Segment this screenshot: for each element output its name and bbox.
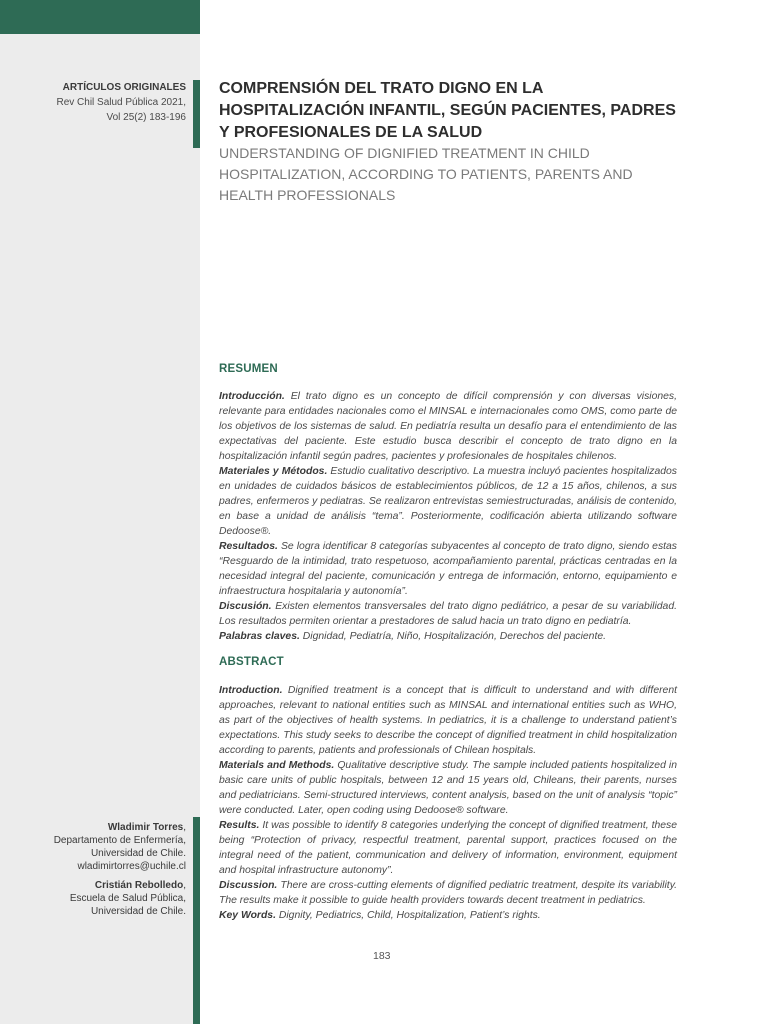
author-name: Wladimir Torres [107,822,184,833]
author-affiliation: Escuela de Salud Pública, [69,893,186,904]
resumen-discussion: Discusión. Existen elementos transversales del trato digno pediátrico, a pesar de su variabilidad. Los resultados permiten orientar a prestadores de salud hacia un trato digno en pediatría. [219,601,677,627]
author-2: Cristián Rebolledo, Escuela de Salud Pública, Universidad de Chile. [54,879,186,918]
author-name: Cristián Rebolledo [94,880,184,891]
resumen-keywords: Palabras claves. Dignidad, Pediatría, Niño, Hospitalización, Derechos del paciente. [219,631,607,642]
resumen-heading: RESUMEN [219,363,278,375]
author-affiliation: Universidad de Chile. [90,906,186,917]
abstract-body [219,683,677,923]
abstract-results: Results. It was possible to identify 8 categories underlying the concept of dignified treatment, these being “Protection of privacy, respectful treatment, parental support, practices focused on the integral need of the patient, communication and delivery of information, environment, equipment and hospital infrastructure autonomy”. [219,820,677,876]
title-english: UNDERSTANDING OF DIGNIFIED TREATMENT IN CHILD HOSPITALIZATION, ACCORDING TO PATIENTS, PARENTS AND HEALTH PROFESSIONALS [219,145,633,203]
author-1: Wladimir Torres, Departamento de Enfermería, Universidad de Chile. wladimirtorres@uchile.cl [53,822,186,872]
author-block [54,821,186,924]
resumen-intro: Introducción. El trato digno es un concepto de difícil comprensión y con diversas visiones, relevante para entidades nacionales como el MINSAL e internacionales como OMS, como parte de los objetivos de los sistemas de salud. En pediatría resulta un desafío para el entendimiento de las expectativas del paciente. Este estudio busca describir el concepto de trato digno en la hospitalización infantil según padres, pacientes y profesionales de hospitales chilenos. [219,391,677,462]
author-affiliation: Departamento de Enfermería, [53,835,186,846]
abstract-intro: Introduction. Dignified treatment is a concept that is difficult to understand and with different approaches, relevant to national entities such as MINSAL and international entities such as WHO, as part of the objectives of health systems. In pediatrics, it is a challenge to understand patient’s expectations. This study seeks to describe the concept of dignified treatment in child hospitalization according to parents, patients and professionals of Chilean hospitals. [219,685,677,756]
journal-meta [56,80,186,125]
resumen-results: Resultados. Se logra identificar 8 categorías subyacentes al concepto de trato digno, siendo estas “Resguardo de la intimidad, trato respetuoso, acompañamiento parental, prácticas centradas en la necesidad integral del paciente, comunicación y entrega de información, entorno, equipamiento e infraestructura hospitalaria y autonomía”. [219,541,677,597]
resumen-body [219,389,677,644]
journal-citation: Rev Chil Salud Pública 2021, [56,97,186,108]
resumen-methods: Materiales y Métodos. Estudio cualitativo descriptivo. La muestra incluyó pacientes hospitalizados en unidades de cuidados básicos de establecimientos públicos, de 12 a 15 años, chilenos, a sus padres, enfermeros y pediatras. Se realizaron entrevistas semiestructuradas, análisis de contenido, en base a unidad de análisis “tema”. Posteriormente, codificación abierta utilizando software Dedoose®. [219,466,677,537]
title-accent-bar [193,80,200,148]
author-accent-bar [193,817,200,1024]
abstract-heading: ABSTRACT [219,656,284,668]
title-spanish: COMPRENSIÓN DEL TRATO DIGNO EN LA HOSPITALIZACIÓN INFANTIL, SEGÚN PACIENTES, PADRES Y PROFESIONALES DE LA SALUD [219,80,676,141]
abstract-keywords: Key Words. Dignity, Pediatrics, Child, Hospitalization, Patient’s rights. [219,910,541,921]
top-color-band [0,0,200,34]
author-affiliation: Universidad de Chile. [90,848,186,859]
abstract-discussion: Discussion. There are cross-cutting elements of dignified pediatric treatment, despite its variability. The results make it possible to guide health providers towards decent treatment in pediatrics. [219,880,678,906]
section-label: ARTÍCULOS ORIGINALES [62,82,186,93]
abstract-methods: Materials and Methods. Qualitative descriptive study. The sample included patients hospitalized in basic care units of public hospitals, between 12 and 15 years old, Chileans, their parents, nurses and pediatricians. Semi-structured interviews, content analysis, based on the unit of analysis “topic” were conducted. Later, open coding using Dedoose® software. [219,760,678,816]
author-email[interactable]: wladimirtorres@uchile.cl [77,861,186,872]
page-number: 183 [373,950,391,962]
journal-volume: Vol 25(2) 183-196 [106,112,186,123]
